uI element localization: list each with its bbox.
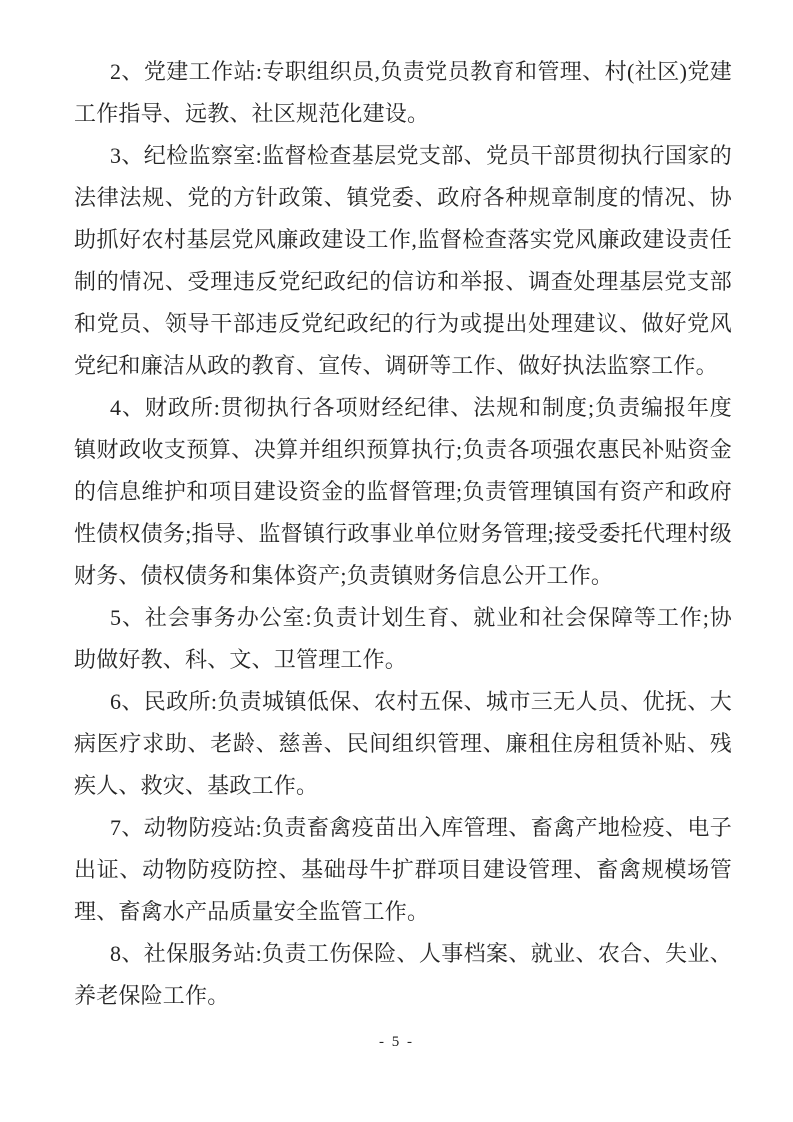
page-number: - 5 - <box>379 1034 414 1050</box>
paragraph-item-5-social-affairs-office: 5、社会事务办公室:负责计划生育、就业和社会保障等工作;协助做好教、科、文、卫管理工作。 <box>74 605 732 672</box>
paragraph-item-6-civil-affairs-office: 6、民政所:负责城镇低保、农村五保、城市三无人员、优抚、大病医疗求助、老龄、慈善、民间组织管理、廉租住房租赁补贴、残疾人、救灾、基政工作。 <box>74 689 732 798</box>
paragraph-item-7-animal-epidemic-prevention-station: 7、动物防疫站:负责畜禽疫苗出入库管理、畜禽产地检疫、电子出证、动物防疫防控、基础母牛扩群项目建设管理、畜禽规模场管理、畜禽水产品质量安全监管工作。 <box>74 815 732 924</box>
paragraph-item-4-finance-office: 4、财政所:贯彻执行各项财经纪律、法规和制度;负责编报年度镇财政收支预算、决算并组织预算执行;负责各项强农惠民补贴资金的信息维护和项目建设资金的监督管理;负责管理镇国有资产和政府性债权债务;指导、监督镇行政事业单位财务管理;接受委托代理村级财务、债权债务和集体资产;负责镇财务信息公开工作。 <box>74 395 732 588</box>
paragraph-item-2-party-building-station: 2、党建工作站:专职组织员,负责党员教育和管理、村(社区)党建工作指导、远教、社区规范化建设。 <box>74 59 732 126</box>
paragraph-item-8-social-security-service-station: 8、社保服务站:负责工伤保险、人事档案、就业、农合、失业、养老保险工作。 <box>74 941 732 1008</box>
document-body <box>74 51 732 1017</box>
paragraph-item-3-discipline-inspection-office: 3、纪检监察室:监督检查基层党支部、党员干部贯彻执行国家的法律法规、党的方针政策、镇党委、政府各种规章制度的情况、协助抓好农村基层党风廉政建设工作,监督检查落实党风廉政建设责任制的情况、受理违反党纪政纪的信访和举报、调查处理基层党支部和党员、领导干部违反党纪政纪的行为或提出处理建议、做好党风党纪和廉洁从政的教育、宣传、调研等工作、做好执法监察工作。 <box>74 143 732 378</box>
